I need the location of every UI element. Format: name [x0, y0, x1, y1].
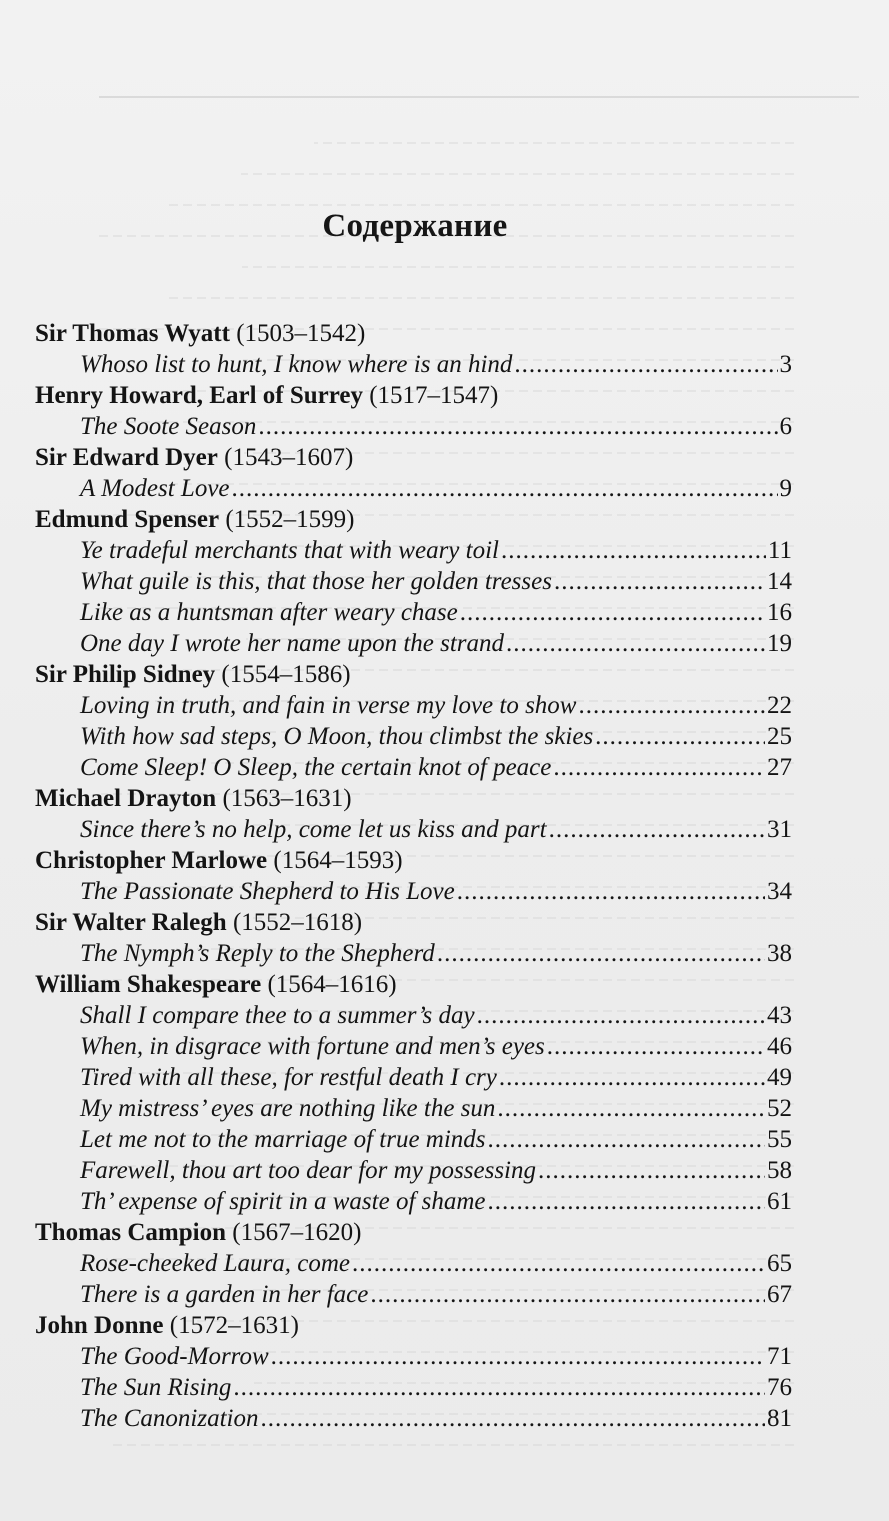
author-name: Thomas Campion	[35, 1219, 227, 1246]
poem-title: Tired with all these, for restful death I cry	[80, 1064, 497, 1091]
toc-entry	[35, 1248, 792, 1279]
dot-leader	[501, 535, 766, 566]
dot-leader	[488, 1186, 765, 1217]
page-number: 25	[767, 723, 792, 750]
page-number: 61	[767, 1188, 792, 1215]
author-dates: (1564–1616)	[267, 971, 397, 998]
author-name: John Donne	[35, 1312, 164, 1339]
author-dates: (1503–1542)	[236, 320, 366, 347]
poem-title: When, in disgrace with fortune and men’s eyes	[80, 1033, 545, 1060]
toc-author-heading	[35, 659, 792, 690]
author-name: Sir Philip Sidney	[35, 661, 216, 688]
dot-leader	[233, 1372, 765, 1403]
dot-leader	[437, 938, 765, 969]
toc-author-heading	[35, 380, 792, 411]
author-dates: (1552–1599)	[225, 506, 355, 533]
poem-title: The Canonization	[80, 1405, 259, 1432]
author-dates: (1543–1607)	[224, 444, 354, 471]
toc-author-heading	[35, 442, 792, 473]
page-title: Содержание	[322, 208, 508, 244]
poem-title: Come Sleep! O Sleep, the certain knot of peace	[80, 754, 552, 781]
page-number: 58	[767, 1157, 792, 1184]
poem-title: A Modest Love	[80, 475, 230, 502]
toc-entry	[35, 597, 792, 628]
author-dates: (1564–1593)	[273, 847, 403, 874]
author-dates: (1554–1586)	[221, 661, 351, 688]
page-number: 22	[767, 692, 792, 719]
dot-leader	[488, 1124, 765, 1155]
dot-leader	[595, 721, 765, 752]
poem-title: Ye tradeful merchants that with weary toil	[80, 537, 499, 564]
page-number: 19	[767, 630, 792, 657]
dot-leader	[477, 1000, 765, 1031]
poem-title: Th’ expense of spirit in a waste of shame	[80, 1188, 486, 1215]
author-name: Edmund Spenser	[35, 506, 220, 533]
page-number: 16	[767, 599, 792, 626]
poem-title: There is a garden in her face	[80, 1281, 369, 1308]
toc-author-heading	[35, 845, 792, 876]
poem-title: With how sad steps, O Moon, thou climbst the skies	[80, 723, 594, 750]
poem-title: The Nymph’s Reply to the Shepherd	[80, 940, 435, 967]
page-number: 6	[779, 413, 792, 440]
poem-title: The Sun Rising	[80, 1374, 232, 1401]
toc-entry	[35, 690, 792, 721]
dot-leader	[499, 1062, 765, 1093]
toc-author-heading	[35, 907, 792, 938]
author-name: William Shakespeare	[35, 971, 262, 998]
poem-title: Like as a huntsman after weary chase	[80, 599, 458, 626]
toc-author-heading	[35, 783, 792, 814]
toc-entry	[35, 1124, 792, 1155]
page-number: 27	[767, 754, 792, 781]
toc-entry	[35, 1372, 792, 1403]
author-dates: (1552–1618)	[232, 909, 363, 936]
page-number: 76	[767, 1374, 792, 1401]
toc-author-heading	[35, 1310, 792, 1341]
poem-title: Shall I compare thee to a summer’s day	[80, 1002, 475, 1029]
toc-entry	[35, 411, 792, 442]
page-number: 3	[779, 351, 792, 378]
author-dates: (1572–1631)	[169, 1312, 299, 1339]
page-number: 31	[767, 816, 792, 843]
page-number: 14	[767, 568, 792, 595]
toc-entry	[35, 938, 792, 969]
toc-entry	[35, 1062, 792, 1093]
poem-title: The Soote Season	[80, 413, 257, 440]
dot-leader	[370, 1279, 765, 1310]
author-name: Sir Edward Dyer	[35, 444, 218, 471]
page-number: 67	[767, 1281, 792, 1308]
dot-leader	[232, 473, 778, 504]
author-name: Sir Walter Ralegh	[35, 909, 227, 936]
toc-entry	[35, 1403, 792, 1434]
toc-entry	[35, 1186, 792, 1217]
poem-title: Let me not to the marriage of true minds	[80, 1126, 486, 1153]
poem-title: Loving in truth, and fain in verse my love to show	[80, 692, 577, 719]
toc-author-heading	[35, 1217, 792, 1248]
dot-leader	[547, 1031, 765, 1062]
dot-leader	[457, 876, 765, 907]
poem-title: Farewell, thou art too dear for my possessing	[80, 1157, 537, 1184]
page-number: 65	[767, 1250, 792, 1277]
toc-entry	[35, 752, 792, 783]
author-name: Henry Howard, Earl of Surrey	[35, 382, 363, 409]
dot-leader	[271, 1341, 765, 1372]
table-of-contents	[35, 318, 792, 1434]
page-number: 49	[767, 1064, 792, 1091]
toc-entry	[35, 1341, 792, 1372]
author-dates: (1567–1620)	[232, 1219, 362, 1246]
toc-entry	[35, 876, 792, 907]
dot-leader	[549, 814, 765, 845]
dot-leader	[261, 1403, 766, 1434]
toc-entry	[35, 814, 792, 845]
toc-entry	[35, 628, 792, 659]
dot-leader	[578, 690, 765, 721]
dot-leader	[514, 349, 777, 380]
toc-author-heading	[35, 318, 792, 349]
page-number: 52	[767, 1095, 792, 1122]
poem-title: What guile is this, that those her golden tresses	[80, 568, 552, 595]
toc-entry	[35, 1000, 792, 1031]
page-number: 81	[767, 1405, 792, 1432]
toc-entry	[35, 349, 792, 380]
poem-title: Rose-cheeked Laura, come	[80, 1250, 351, 1277]
dot-leader	[538, 1155, 765, 1186]
page-number: 38	[767, 940, 792, 967]
dot-leader	[497, 1093, 765, 1124]
poem-title: Since there’s no help, come let us kiss and part	[80, 816, 547, 843]
author-name: Sir Thomas Wyatt	[35, 320, 230, 347]
toc-entry	[35, 1279, 792, 1310]
toc-author-heading	[35, 504, 792, 535]
poem-title: The Good-Morrow	[80, 1343, 269, 1370]
author-dates: (1517–1547)	[369, 382, 499, 409]
author-name: Michael Drayton	[35, 785, 217, 812]
page-number: 34	[767, 878, 792, 905]
page-number: 9	[779, 475, 792, 502]
toc-author-heading	[35, 969, 792, 1000]
dot-leader	[554, 566, 765, 597]
author-name: Christopher Marlowe	[35, 847, 268, 874]
page-number: 11	[767, 537, 792, 564]
poem-title: Whoso list to hunt, I know where is an hind	[80, 351, 513, 378]
toc-entry	[35, 535, 792, 566]
toc-entry	[35, 1155, 792, 1186]
toc-entry	[35, 473, 792, 504]
poem-title: My mistress’ eyes are nothing like the sun	[80, 1095, 496, 1122]
author-dates: (1563–1631)	[222, 785, 352, 812]
dot-leader	[460, 597, 765, 628]
poem-title: The Passionate Shepherd to His Love	[80, 878, 455, 905]
toc-entry	[35, 566, 792, 597]
page-number: 46	[767, 1033, 792, 1060]
page-number: 43	[767, 1002, 792, 1029]
toc-entry	[35, 721, 792, 752]
poem-title: One day I wrote her name upon the strand	[80, 630, 505, 657]
page-number: 55	[767, 1126, 792, 1153]
page-number: 71	[767, 1343, 792, 1370]
toc-entry	[35, 1031, 792, 1062]
dot-leader	[352, 1248, 765, 1279]
dot-leader	[506, 628, 765, 659]
dot-leader	[553, 752, 765, 783]
dot-leader	[258, 411, 777, 442]
toc-entry	[35, 1093, 792, 1124]
